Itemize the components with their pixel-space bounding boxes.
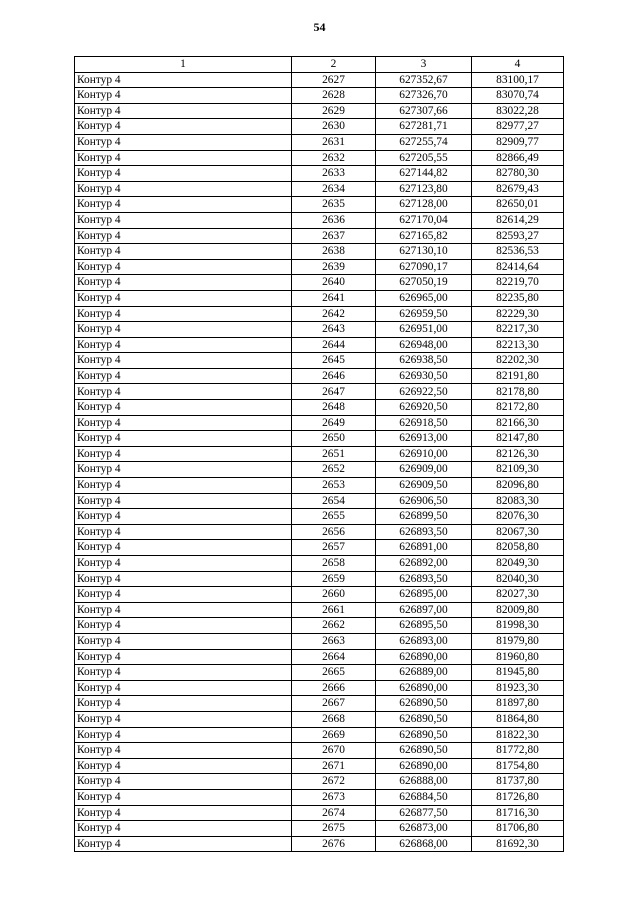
x-coordinate-cell: 626909,00 <box>376 462 472 478</box>
x-coordinate-cell: 627205,55 <box>376 150 472 166</box>
contour-name-cell: Контур 4 <box>75 212 292 228</box>
x-coordinate-cell: 627130,10 <box>376 244 472 260</box>
table-row <box>75 649 564 665</box>
point-number-cell: 2635 <box>292 197 376 213</box>
table-row <box>75 290 564 306</box>
contour-name-cell: Контур 4 <box>75 181 292 197</box>
point-number-cell: 2650 <box>292 431 376 447</box>
x-coordinate-cell: 626895,00 <box>376 587 472 603</box>
point-number-cell: 2627 <box>292 72 376 88</box>
point-number-cell: 2648 <box>292 400 376 416</box>
point-number-cell: 2647 <box>292 384 376 400</box>
point-number-cell: 2640 <box>292 275 376 291</box>
point-number-cell: 2659 <box>292 571 376 587</box>
y-coordinate-cell: 83022,28 <box>472 103 564 119</box>
point-number-cell: 2637 <box>292 228 376 244</box>
point-number-cell: 2632 <box>292 150 376 166</box>
contour-name-cell: Контур 4 <box>75 88 292 104</box>
table-row <box>75 524 564 540</box>
table-row <box>75 228 564 244</box>
y-coordinate-cell: 81772,80 <box>472 743 564 759</box>
table-row <box>75 197 564 213</box>
column-header-4: 4 <box>472 57 564 73</box>
table-row <box>75 618 564 634</box>
x-coordinate-cell: 626873,00 <box>376 821 472 837</box>
point-number-cell: 2638 <box>292 244 376 260</box>
point-number-cell: 2646 <box>292 368 376 384</box>
y-coordinate-cell: 82213,30 <box>472 337 564 353</box>
y-coordinate-cell: 82780,30 <box>472 166 564 182</box>
table-row <box>75 212 564 228</box>
y-coordinate-cell: 81864,80 <box>472 711 564 727</box>
y-coordinate-cell: 82866,49 <box>472 150 564 166</box>
table-row <box>75 774 564 790</box>
point-number-cell: 2634 <box>292 181 376 197</box>
contour-name-cell: Контур 4 <box>75 758 292 774</box>
table-row <box>75 805 564 821</box>
contour-name-cell: Контур 4 <box>75 353 292 369</box>
contour-name-cell: Контур 4 <box>75 618 292 634</box>
y-coordinate-cell: 82229,30 <box>472 306 564 322</box>
x-coordinate-cell: 626913,00 <box>376 431 472 447</box>
x-coordinate-cell: 626890,50 <box>376 743 472 759</box>
x-coordinate-cell: 626930,50 <box>376 368 472 384</box>
y-coordinate-cell: 82219,70 <box>472 275 564 291</box>
x-coordinate-cell: 626910,00 <box>376 446 472 462</box>
point-number-cell: 2628 <box>292 88 376 104</box>
x-coordinate-cell: 626888,00 <box>376 774 472 790</box>
point-number-cell: 2639 <box>292 259 376 275</box>
table-row <box>75 556 564 572</box>
x-coordinate-cell: 626918,50 <box>376 415 472 431</box>
y-coordinate-cell: 82076,30 <box>472 509 564 525</box>
point-number-cell: 2631 <box>292 134 376 150</box>
contour-name-cell: Контур 4 <box>75 228 292 244</box>
point-number-cell: 2630 <box>292 119 376 135</box>
contour-name-cell: Контур 4 <box>75 244 292 260</box>
y-coordinate-cell: 82536,53 <box>472 244 564 260</box>
table-row <box>75 322 564 338</box>
contour-name-cell: Контур 4 <box>75 789 292 805</box>
contour-name-cell: Контур 4 <box>75 462 292 478</box>
table-body <box>75 72 564 852</box>
table-row <box>75 758 564 774</box>
contour-name-cell: Контур 4 <box>75 322 292 338</box>
table-row <box>75 166 564 182</box>
table-row <box>75 509 564 525</box>
table-row <box>75 711 564 727</box>
point-number-cell: 2636 <box>292 212 376 228</box>
table-row <box>75 633 564 649</box>
y-coordinate-cell: 81822,30 <box>472 727 564 743</box>
x-coordinate-cell: 626965,00 <box>376 290 472 306</box>
x-coordinate-cell: 626920,50 <box>376 400 472 416</box>
x-coordinate-cell: 626877,50 <box>376 805 472 821</box>
point-number-cell: 2671 <box>292 758 376 774</box>
table-row <box>75 384 564 400</box>
contour-name-cell: Контур 4 <box>75 306 292 322</box>
contour-name-cell: Контур 4 <box>75 415 292 431</box>
point-number-cell: 2670 <box>292 743 376 759</box>
contour-name-cell: Контур 4 <box>75 540 292 556</box>
y-coordinate-cell: 82172,80 <box>472 400 564 416</box>
contour-name-cell: Контур 4 <box>75 774 292 790</box>
contour-name-cell: Контур 4 <box>75 711 292 727</box>
table-row <box>75 540 564 556</box>
point-number-cell: 2644 <box>292 337 376 353</box>
table-row <box>75 743 564 759</box>
table-row <box>75 462 564 478</box>
table-row <box>75 415 564 431</box>
point-number-cell: 2654 <box>292 493 376 509</box>
point-number-cell: 2645 <box>292 353 376 369</box>
point-number-cell: 2663 <box>292 633 376 649</box>
point-number-cell: 2675 <box>292 821 376 837</box>
y-coordinate-cell: 82178,80 <box>472 384 564 400</box>
x-coordinate-cell: 627281,71 <box>376 119 472 135</box>
x-coordinate-cell: 626890,00 <box>376 680 472 696</box>
y-coordinate-cell: 82593,27 <box>472 228 564 244</box>
x-coordinate-cell: 626890,50 <box>376 727 472 743</box>
x-coordinate-cell: 627165,82 <box>376 228 472 244</box>
y-coordinate-cell: 82009,80 <box>472 602 564 618</box>
table-row <box>75 72 564 88</box>
table-row <box>75 727 564 743</box>
table-row <box>75 431 564 447</box>
x-coordinate-cell: 626892,00 <box>376 556 472 572</box>
contour-name-cell: Контур 4 <box>75 509 292 525</box>
y-coordinate-cell: 82679,43 <box>472 181 564 197</box>
table-row <box>75 478 564 494</box>
contour-name-cell: Контур 4 <box>75 431 292 447</box>
table-row <box>75 119 564 135</box>
x-coordinate-cell: 627050,19 <box>376 275 472 291</box>
contour-name-cell: Контур 4 <box>75 556 292 572</box>
table-row <box>75 150 564 166</box>
point-number-cell: 2633 <box>292 166 376 182</box>
x-coordinate-cell: 626890,50 <box>376 696 472 712</box>
contour-name-cell: Контур 4 <box>75 446 292 462</box>
x-coordinate-cell: 626959,50 <box>376 306 472 322</box>
coordinates-table <box>74 56 564 852</box>
y-coordinate-cell: 82067,30 <box>472 524 564 540</box>
x-coordinate-cell: 626948,00 <box>376 337 472 353</box>
y-coordinate-cell: 81726,80 <box>472 789 564 805</box>
point-number-cell: 2676 <box>292 836 376 852</box>
table-row <box>75 789 564 805</box>
point-number-cell: 2673 <box>292 789 376 805</box>
point-number-cell: 2672 <box>292 774 376 790</box>
point-number-cell: 2674 <box>292 805 376 821</box>
contour-name-cell: Контур 4 <box>75 805 292 821</box>
contour-name-cell: Контур 4 <box>75 587 292 603</box>
y-coordinate-cell: 82202,30 <box>472 353 564 369</box>
y-coordinate-cell: 82147,80 <box>472 431 564 447</box>
y-coordinate-cell: 82650,01 <box>472 197 564 213</box>
x-coordinate-cell: 627128,00 <box>376 197 472 213</box>
y-coordinate-cell: 83070,74 <box>472 88 564 104</box>
contour-name-cell: Контур 4 <box>75 166 292 182</box>
y-coordinate-cell: 81716,30 <box>472 805 564 821</box>
y-coordinate-cell: 82096,80 <box>472 478 564 494</box>
point-number-cell: 2651 <box>292 446 376 462</box>
contour-name-cell: Контур 4 <box>75 197 292 213</box>
point-number-cell: 2665 <box>292 665 376 681</box>
table-row <box>75 181 564 197</box>
table-row <box>75 400 564 416</box>
x-coordinate-cell: 627326,70 <box>376 88 472 104</box>
y-coordinate-cell: 81945,80 <box>472 665 564 681</box>
contour-name-cell: Контур 4 <box>75 150 292 166</box>
table-row <box>75 88 564 104</box>
y-coordinate-cell: 82083,30 <box>472 493 564 509</box>
x-coordinate-cell: 627090,17 <box>376 259 472 275</box>
contour-name-cell: Контур 4 <box>75 836 292 852</box>
point-number-cell: 2669 <box>292 727 376 743</box>
y-coordinate-cell: 81897,80 <box>472 696 564 712</box>
column-header-3: 3 <box>376 57 472 73</box>
x-coordinate-cell: 626890,00 <box>376 758 472 774</box>
x-coordinate-cell: 626868,00 <box>376 836 472 852</box>
point-number-cell: 2657 <box>292 540 376 556</box>
contour-name-cell: Контур 4 <box>75 103 292 119</box>
table-row <box>75 696 564 712</box>
x-coordinate-cell: 626890,50 <box>376 711 472 727</box>
x-coordinate-cell: 626951,00 <box>376 322 472 338</box>
contour-name-cell: Контур 4 <box>75 743 292 759</box>
column-header-1: 1 <box>75 57 292 73</box>
point-number-cell: 2660 <box>292 587 376 603</box>
point-number-cell: 2629 <box>292 103 376 119</box>
x-coordinate-cell: 627170,04 <box>376 212 472 228</box>
y-coordinate-cell: 83100,17 <box>472 72 564 88</box>
x-coordinate-cell: 627255,74 <box>376 134 472 150</box>
x-coordinate-cell: 626889,00 <box>376 665 472 681</box>
y-coordinate-cell: 81923,30 <box>472 680 564 696</box>
point-number-cell: 2643 <box>292 322 376 338</box>
x-coordinate-cell: 626909,50 <box>376 478 472 494</box>
contour-name-cell: Контур 4 <box>75 400 292 416</box>
table-row <box>75 259 564 275</box>
y-coordinate-cell: 81737,80 <box>472 774 564 790</box>
y-coordinate-cell: 82126,30 <box>472 446 564 462</box>
table-row <box>75 821 564 837</box>
point-number-cell: 2653 <box>292 478 376 494</box>
y-coordinate-cell: 82049,30 <box>472 556 564 572</box>
contour-name-cell: Контур 4 <box>75 727 292 743</box>
contour-name-cell: Контур 4 <box>75 72 292 88</box>
contour-name-cell: Контур 4 <box>75 493 292 509</box>
contour-name-cell: Контур 4 <box>75 696 292 712</box>
x-coordinate-cell: 626895,50 <box>376 618 472 634</box>
table-row <box>75 306 564 322</box>
table-row <box>75 353 564 369</box>
y-coordinate-cell: 82191,80 <box>472 368 564 384</box>
table-row <box>75 665 564 681</box>
point-number-cell: 2652 <box>292 462 376 478</box>
x-coordinate-cell: 626891,00 <box>376 540 472 556</box>
x-coordinate-cell: 627144,82 <box>376 166 472 182</box>
x-coordinate-cell: 626899,50 <box>376 509 472 525</box>
y-coordinate-cell: 82109,30 <box>472 462 564 478</box>
contour-name-cell: Контур 4 <box>75 134 292 150</box>
table-row <box>75 680 564 696</box>
table-row <box>75 836 564 852</box>
y-coordinate-cell: 82414,64 <box>472 259 564 275</box>
y-coordinate-cell: 81979,80 <box>472 633 564 649</box>
page-number: 54 <box>313 20 326 34</box>
contour-name-cell: Контур 4 <box>75 524 292 540</box>
point-number-cell: 2655 <box>292 509 376 525</box>
contour-name-cell: Контур 4 <box>75 571 292 587</box>
contour-name-cell: Контур 4 <box>75 478 292 494</box>
contour-name-cell: Контур 4 <box>75 384 292 400</box>
x-coordinate-cell: 626938,50 <box>376 353 472 369</box>
table-row <box>75 244 564 260</box>
x-coordinate-cell: 626893,50 <box>376 571 472 587</box>
contour-name-cell: Контур 4 <box>75 290 292 306</box>
contour-name-cell: Контур 4 <box>75 119 292 135</box>
point-number-cell: 2662 <box>292 618 376 634</box>
contour-name-cell: Контур 4 <box>75 368 292 384</box>
x-coordinate-cell: 627307,66 <box>376 103 472 119</box>
y-coordinate-cell: 82977,27 <box>472 119 564 135</box>
table-row <box>75 368 564 384</box>
contour-name-cell: Контур 4 <box>75 337 292 353</box>
x-coordinate-cell: 626922,50 <box>376 384 472 400</box>
contour-name-cell: Контур 4 <box>75 649 292 665</box>
y-coordinate-cell: 82909,77 <box>472 134 564 150</box>
table-row <box>75 275 564 291</box>
y-coordinate-cell: 82027,30 <box>472 587 564 603</box>
column-header-2: 2 <box>292 57 376 73</box>
table-header-row <box>75 57 564 73</box>
x-coordinate-cell: 626890,00 <box>376 649 472 665</box>
point-number-cell: 2661 <box>292 602 376 618</box>
y-coordinate-cell: 82235,80 <box>472 290 564 306</box>
y-coordinate-cell: 82614,29 <box>472 212 564 228</box>
contour-name-cell: Контур 4 <box>75 680 292 696</box>
x-coordinate-cell: 626884,50 <box>376 789 472 805</box>
y-coordinate-cell: 81960,80 <box>472 649 564 665</box>
point-number-cell: 2642 <box>292 306 376 322</box>
table-row <box>75 134 564 150</box>
y-coordinate-cell: 81692,30 <box>472 836 564 852</box>
point-number-cell: 2664 <box>292 649 376 665</box>
x-coordinate-cell: 626897,00 <box>376 602 472 618</box>
x-coordinate-cell: 627352,67 <box>376 72 472 88</box>
point-number-cell: 2656 <box>292 524 376 540</box>
y-coordinate-cell: 81754,80 <box>472 758 564 774</box>
point-number-cell: 2641 <box>292 290 376 306</box>
table-row <box>75 337 564 353</box>
point-number-cell: 2666 <box>292 680 376 696</box>
table-row <box>75 571 564 587</box>
y-coordinate-cell: 81998,30 <box>472 618 564 634</box>
point-number-cell: 2649 <box>292 415 376 431</box>
y-coordinate-cell: 82217,30 <box>472 322 564 338</box>
point-number-cell: 2658 <box>292 556 376 572</box>
point-number-cell: 2667 <box>292 696 376 712</box>
x-coordinate-cell: 626893,00 <box>376 633 472 649</box>
y-coordinate-cell: 82058,80 <box>472 540 564 556</box>
contour-name-cell: Контур 4 <box>75 259 292 275</box>
contour-name-cell: Контур 4 <box>75 821 292 837</box>
contour-name-cell: Контур 4 <box>75 633 292 649</box>
table-row <box>75 587 564 603</box>
table-row <box>75 103 564 119</box>
x-coordinate-cell: 626893,50 <box>376 524 472 540</box>
contour-name-cell: Контур 4 <box>75 665 292 681</box>
y-coordinate-cell: 82040,30 <box>472 571 564 587</box>
y-coordinate-cell: 81706,80 <box>472 821 564 837</box>
contour-name-cell: Контур 4 <box>75 275 292 291</box>
contour-name-cell: Контур 4 <box>75 602 292 618</box>
point-number-cell: 2668 <box>292 711 376 727</box>
table-row <box>75 602 564 618</box>
x-coordinate-cell: 627123,80 <box>376 181 472 197</box>
y-coordinate-cell: 82166,30 <box>472 415 564 431</box>
table-row <box>75 493 564 509</box>
x-coordinate-cell: 626906,50 <box>376 493 472 509</box>
table-row <box>75 446 564 462</box>
